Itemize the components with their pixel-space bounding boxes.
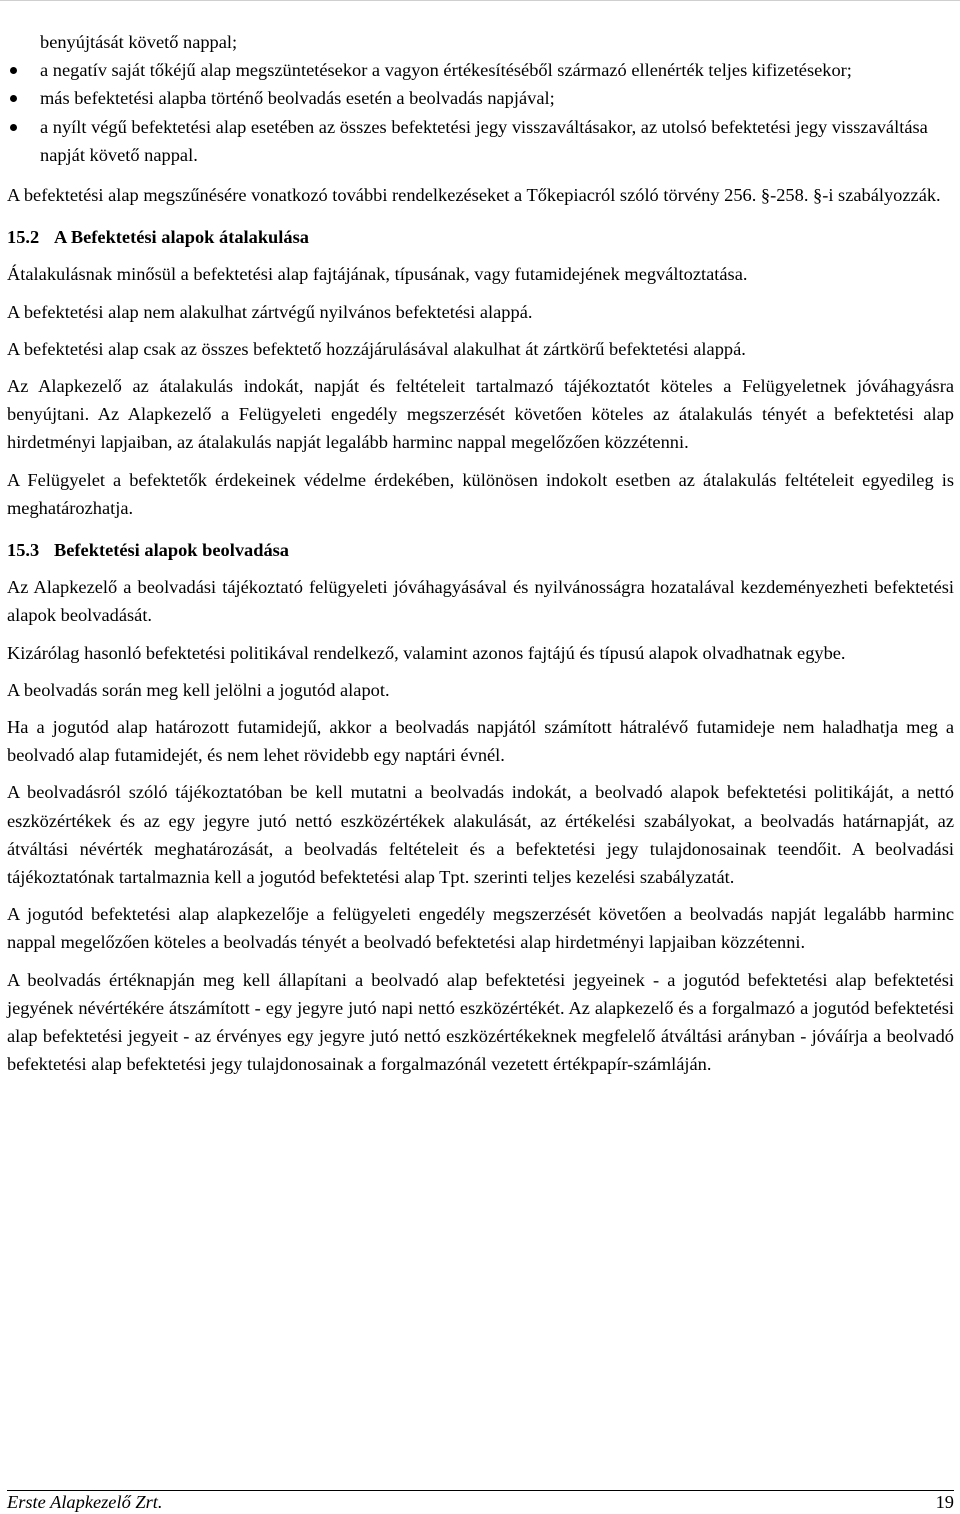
paragraph: A beolvadás során meg kell jelölni a jogutód alapot. — [7, 679, 390, 700]
section-heading-15-3 — [7, 536, 954, 564]
footer-company: Erste Alapkezelő Zrt. — [7, 1492, 163, 1512]
paragraph: Ha a jogutód alap határozott futamidejű, akkor a beolvadás napjától számított hátralévő futamideje nem haladhatja meg a beolvadó alap futamidejét, és nem lehet rövidebb egy naptári évnél. — [7, 717, 954, 766]
page-top-border — [0, 0, 960, 1]
section-title: Befektetési alapok beolvadása — [54, 540, 289, 561]
paragraph: A Felügyelet a befektetők érdekeinek védelme érdekében, különösen indokolt esetben az átalakulás feltételeit egyedileg is meghatározhatja. — [7, 469, 954, 518]
paragraph: Átalakulásnak minősül a befektetési alap fajtájának, típusának, vagy futamidejének megváltoztatása. — [7, 264, 748, 285]
list-item: a negatív saját tőkéjű alap megszüntetésekor a vagyon értékesítéséből származó ellenérték teljes kifizetésekor; — [7, 56, 954, 84]
paragraph: A befektetési alap megszűnésére vonatkozó további rendelkezéseket a Tőkepiacról szóló törvény 256. §-258. §-i szabályozzák. — [7, 185, 941, 206]
paragraph: A befektetési alap nem alakulhat zártvégű nyilvános befektetési alappá. — [7, 301, 533, 322]
page-footer — [7, 1491, 954, 1513]
paragraph: Az Alapkezelő a beolvadási tájékoztató felügyeleti jóváhagyásával és nyilvánosságra hozatalával kezdeményezheti befektetési alapok beolvadását. — [7, 577, 954, 626]
paragraph: Az Alapkezelő az átalakulás indokát, napját és feltételeit tartalmazó tájékoztatót köteles a Felügyeletnek jóváhagyásra benyújtani. Az Alapkezelő a Felügyeleti engedély megszerzését követően köteles az átalakulás tényét a befektetési alap hirdetményi lapjaiban, az átalakulás napját legalább harminc nappal megelőzően közzétenni. — [7, 376, 954, 453]
section-number: 15.2 — [7, 227, 40, 248]
list-item: a nyílt végű befektetési alap esetében az összes befektetési jegy visszaváltásakor, az utolsó befektetési jegy visszaváltása napját követő nappal. — [7, 113, 954, 169]
paragraph: A jogutód befektetési alap alapkezelője a felügyeleti engedély megszerzését követően a beolvadás napját legalább harminc nappal megelőzően köteles a beolvadás tényét a beolvadó befektetési alap hirdetményi lapjaiban közzétenni. — [7, 904, 954, 953]
bullet-list — [7, 56, 954, 169]
paragraph: Kizárólag hasonló befektetési politikával rendelkező, valamint azonos fajtájú és típusú alapok olvadhatnak egybe. — [7, 642, 846, 663]
section-number: 15.3 — [7, 540, 40, 561]
document-body — [7, 28, 954, 1079]
section-heading-15-2 — [7, 223, 954, 251]
page-number: 19 — [935, 1492, 954, 1512]
section-title: A Befektetési alapok átalakulása — [54, 227, 309, 248]
paragraph: A befektetési alap csak az összes befektető hozzájárulásával alakulhat át zártkörű befektetési alappá. — [7, 338, 746, 359]
list-item-continuation: benyújtását követő nappal; — [40, 32, 238, 52]
paragraph: A beolvadásról szóló tájékoztatóban be kell mutatni a beolvadás indokát, a beolvadó alapok befektetési politikáját, a nettó eszközértékek és az egy jegyre jutó nettó eszközértékek alakulását, az értékelési szabályokat, a beolvadás határnapját, az átváltási névérték meghatározását, a beolvadás feltételeit és a befektetési jegy tulajdonosainak teendőit. A beolvadási tájékoztatónak tartalmaznia kell a jogutód befektetési alap Tpt. szerinti teljes kezelési szabályzatát. — [7, 782, 954, 888]
paragraph: A beolvadás értéknapján meg kell állapítani a beolvadó alap befektetési jegyeinek - a jogutód befektetési alap befektetési jegyének névértékére átszámított - egy jegyre jutó napi nettó eszközértékét. Az alapkezelő és a forgalmazó a jogutód befektetési alap befektetési jegyeit - az érvényes egy jegyre jutó nettó eszközértékeknek megfelelő átváltási arányban - jóváírja a beolvadó befektetési alap befektetési jegy tulajdonosainak a forgalmazónál vezetett értékpapír-számláján. — [7, 969, 954, 1075]
list-item: más befektetési alapba történő beolvadás esetén a beolvadás napjával; — [7, 84, 954, 112]
